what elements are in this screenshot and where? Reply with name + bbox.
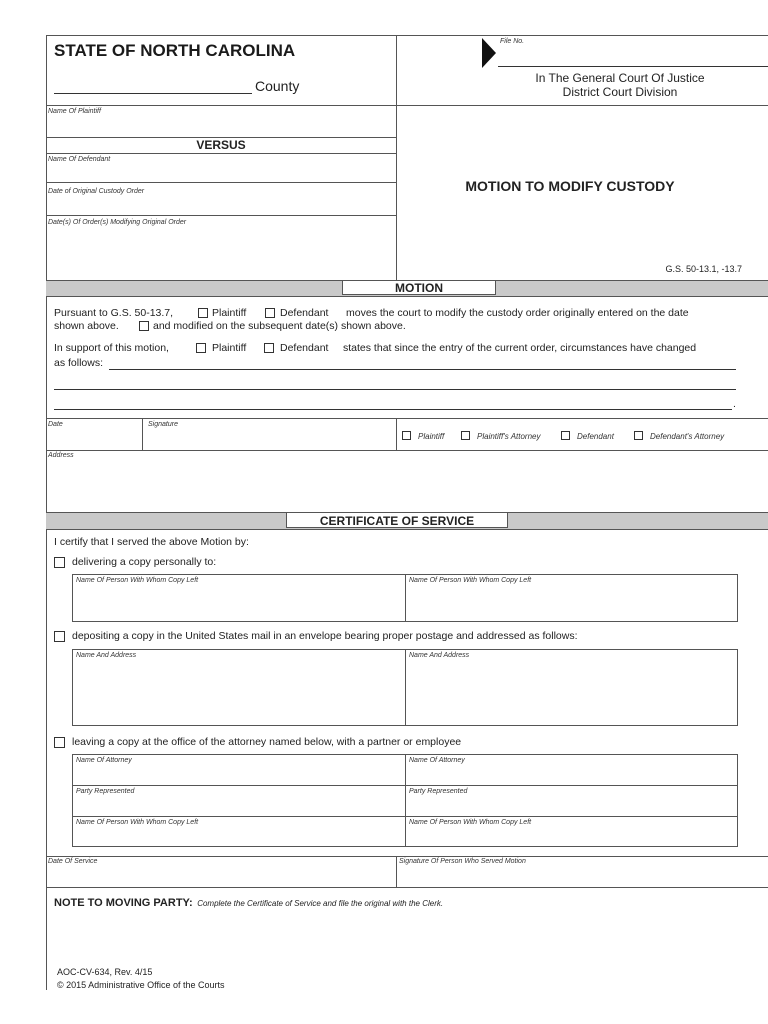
defendant-label: Name Of Defendant (48, 156, 111, 163)
modifying-orders-input[interactable] (48, 229, 394, 275)
signer-plaintiff-attorney-checkbox[interactable] (461, 431, 470, 440)
file-no-input[interactable] (498, 66, 768, 67)
original-order-input[interactable] (48, 198, 394, 212)
moves-text: moves the court to modify the custody order originally entered on the date (346, 307, 689, 319)
statute-reference: G.S. 50-13.1, -13.7 (665, 264, 742, 274)
server-signature-input[interactable] (399, 868, 765, 884)
signer-plaintiff-checkbox[interactable] (402, 431, 411, 440)
plaintiff-input[interactable] (48, 118, 394, 136)
signer-defendant-label: Defendant (577, 432, 614, 441)
party-represented-label-1: Party Represented (76, 788, 135, 795)
period: . (733, 398, 736, 410)
party-represented-input-1[interactable] (76, 798, 402, 814)
court-name (500, 71, 740, 99)
signer-plaintiff-label: Plaintiff (418, 432, 445, 441)
attorney-person-input-2[interactable] (409, 829, 735, 845)
file-no-arrow-icon (482, 38, 498, 68)
state-title: STATE OF NORTH CAROLINA (54, 41, 296, 60)
date-of-service-input[interactable] (48, 868, 394, 884)
court-line-1: In The General Court Of Justice (535, 71, 705, 85)
modified-text: and modified on the subsequent date(s) shown above. (153, 320, 406, 332)
date-label: Date (48, 421, 63, 428)
circumstances-line-3[interactable] (54, 409, 732, 410)
attorney-person-label-1: Name Of Person With Whom Copy Left (76, 819, 199, 826)
circumstances-line-1[interactable] (109, 369, 736, 370)
file-no-label: File No. (500, 38, 525, 45)
top-border (46, 35, 768, 36)
date-input[interactable] (48, 431, 140, 447)
attorney-person-input-1[interactable] (76, 829, 402, 845)
as-follows-text: as follows: (54, 357, 104, 369)
court-line-2: District Court Division (562, 85, 678, 99)
motion-defendant-checkbox[interactable] (265, 308, 275, 318)
signer-defendant-checkbox[interactable] (561, 431, 570, 440)
modified-checkbox[interactable] (139, 321, 149, 331)
motion-plaintiff-label: Plaintiff (212, 307, 247, 319)
support-plaintiff-checkbox[interactable] (196, 343, 206, 353)
server-signature-label: Signature Of Person Who Served Motion (399, 858, 526, 865)
copyright: © 2015 Administrative Office of the Courts (57, 980, 225, 990)
note-label: NOTE TO MOVING PARTY: (54, 897, 193, 909)
support-defendant-checkbox[interactable] (264, 343, 274, 353)
county-label: County (255, 78, 300, 94)
attorney-name-input-1[interactable] (76, 767, 402, 783)
mail-delivery-checkbox[interactable] (54, 631, 65, 642)
note-text: Complete the Certificate of Service and file the original with the Clerk. (197, 899, 444, 908)
personal-person-label-1: Name Of Person With Whom Copy Left (76, 577, 199, 584)
pursuant-text: Pursuant to G.S. 50-13.7, (54, 307, 174, 319)
certify-text: I certify that I served the above Motion by: (54, 536, 249, 548)
signer-plaintiff-attorney-label: Plaintiff's Attorney (477, 432, 541, 441)
address-label: Address (48, 452, 74, 459)
mail-address-label-1: Name And Address (76, 652, 137, 659)
signer-defendant-attorney-label: Defendant's Attorney (650, 432, 725, 441)
signature-label: Signature (148, 421, 178, 428)
motion-section-bar (46, 280, 768, 297)
attorney-name-label-2: Name Of Attorney (409, 757, 465, 764)
attorney-delivery-checkbox[interactable] (54, 737, 65, 748)
circumstances-line-2[interactable] (54, 389, 736, 390)
personal-person-label-2: Name Of Person With Whom Copy Left (409, 577, 532, 584)
shown-above-text: shown above. (54, 320, 119, 332)
party-represented-input-2[interactable] (409, 798, 735, 814)
motion-section-title: MOTION (342, 280, 496, 295)
mail-address-input-2[interactable] (409, 662, 735, 722)
party-represented-label-2: Party Represented (409, 788, 468, 795)
certificate-section-bar (46, 512, 768, 530)
signer-defendant-attorney-checkbox[interactable] (634, 431, 643, 440)
form-number: AOC-CV-634, Rev. 4/15 (57, 967, 153, 977)
motion-plaintiff-checkbox[interactable] (198, 308, 208, 318)
mail-delivery-text: depositing a copy in the United States mail in an envelope bearing proper postage and addressed as follows: (72, 630, 578, 642)
personal-person-input-1[interactable] (76, 587, 402, 619)
mail-address-label-2: Name And Address (409, 652, 470, 659)
form-title: MOTION TO MODIFY CUSTODY (465, 178, 675, 194)
address-input[interactable] (48, 462, 764, 508)
personal-delivery-text: delivering a copy personally to: (72, 556, 217, 568)
personal-person-input-2[interactable] (409, 587, 735, 619)
states-text: states that since the entry of the current order, circumstances have changed (343, 342, 697, 354)
support-plaintiff-label: Plaintiff (212, 342, 247, 354)
personal-delivery-checkbox[interactable] (54, 557, 65, 568)
support-defendant-label: Defendant (280, 342, 329, 354)
support-text: In support of this motion, (54, 342, 169, 354)
motion-defendant-label: Defendant (280, 307, 329, 319)
signature-input[interactable] (146, 431, 394, 447)
attorney-delivery-text: leaving a copy at the office of the attorney named below, with a partner or employee (72, 736, 462, 748)
form-footer (57, 966, 225, 992)
versus-heading: VERSUS (196, 138, 246, 152)
attorney-person-label-2: Name Of Person With Whom Copy Left (409, 819, 532, 826)
note-to-moving-party (54, 893, 443, 911)
attorney-name-input-2[interactable] (409, 767, 735, 783)
defendant-input[interactable] (48, 166, 394, 180)
original-order-label: Date of Original Custody Order (48, 188, 145, 195)
county-input[interactable] (54, 93, 252, 94)
plaintiff-label: Name Of Plaintiff (48, 108, 101, 115)
attorney-name-label-1: Name Of Attorney (76, 757, 132, 764)
date-of-service-label: Date Of Service (48, 858, 98, 865)
modifying-orders-label: Date(s) Of Order(s) Modifying Original Order (48, 219, 187, 226)
certificate-section-title: CERTIFICATE OF SERVICE (286, 512, 508, 528)
mail-address-input-1[interactable] (76, 662, 402, 722)
